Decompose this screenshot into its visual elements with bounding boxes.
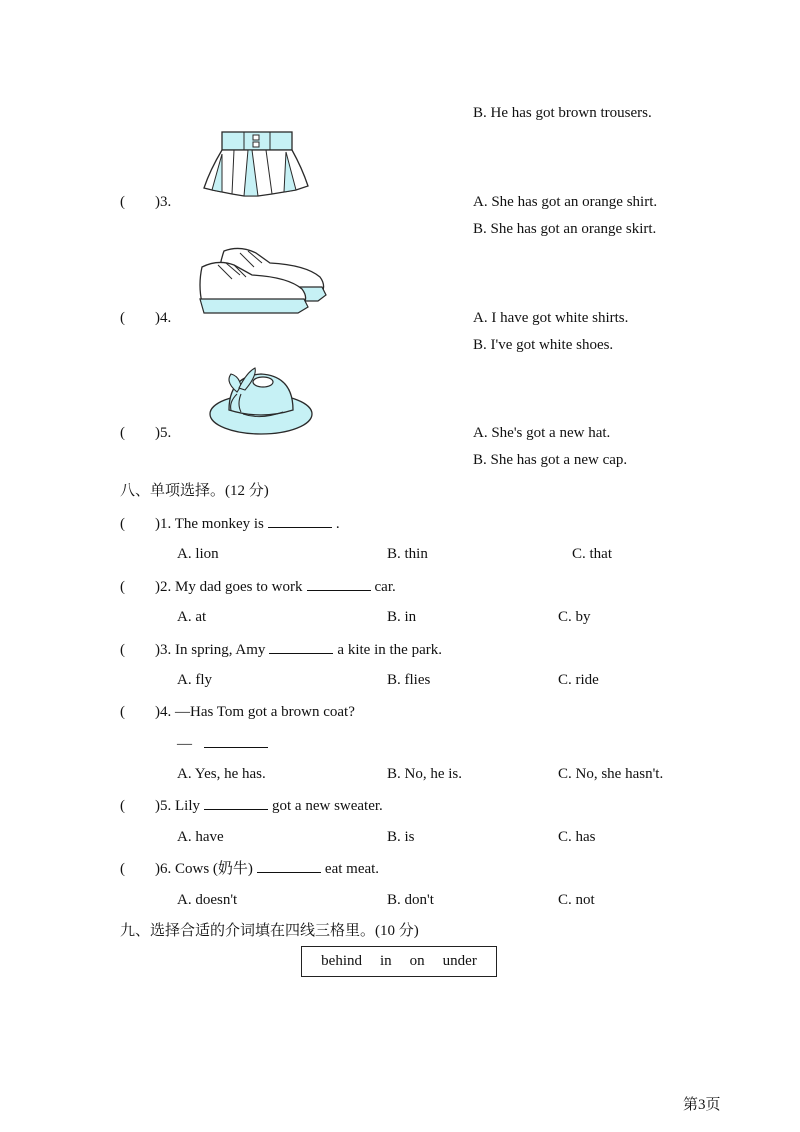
question-stem-end: car. <box>374 579 396 595</box>
answer-dash: — <box>177 736 192 752</box>
q4-option-b: B. I've got white shoes. <box>473 337 614 353</box>
word-on: on <box>409 953 425 969</box>
answer-paren[interactable]: ( ) <box>120 861 160 877</box>
option-c[interactable]: C. by <box>558 609 591 625</box>
hat-picture <box>207 362 315 438</box>
option-a[interactable]: A. have <box>177 829 224 845</box>
q2-option-b: B. He has got brown trousers. <box>473 105 652 121</box>
answer-blank[interactable] <box>269 640 333 654</box>
option-a[interactable]: A. doesn't <box>177 892 238 908</box>
question-stem-end: eat meat. <box>324 861 380 877</box>
q4-option-a: A. I have got white shirts. <box>473 310 629 326</box>
option-b[interactable]: B. don't <box>387 892 434 908</box>
section-9-heading: 九、选择合适的介词填在四线三格里。(10 分) <box>120 923 419 939</box>
word-under: under <box>442 953 477 969</box>
answer-blank[interactable] <box>268 514 332 528</box>
q4-bracket: ( )4. <box>120 310 172 326</box>
mc-question-3 <box>120 640 442 659</box>
q3-option-b: B. She has got an orange skirt. <box>473 221 657 237</box>
answer-line <box>177 734 272 753</box>
shoes-picture <box>196 243 330 315</box>
question-stem: 5. Lily <box>160 798 200 814</box>
mc-question-1 <box>120 514 340 533</box>
answer-blank[interactable] <box>257 859 321 873</box>
option-b[interactable]: B. is <box>387 829 415 845</box>
option-b[interactable]: B. flies <box>387 672 431 688</box>
mc-question-2 <box>120 577 396 596</box>
option-c[interactable]: C. has <box>558 829 596 845</box>
option-a[interactable]: A. at <box>177 609 207 625</box>
word-bank <box>301 946 497 977</box>
option-c[interactable]: C. No, she hasn't. <box>558 766 664 782</box>
option-b[interactable]: B. in <box>387 609 417 625</box>
q3-bracket: ( )3. <box>120 194 172 210</box>
option-a[interactable]: A. Yes, he has. <box>177 766 266 782</box>
question-stem-end: a kite in the park. <box>337 642 442 658</box>
option-a[interactable]: A. lion <box>177 546 219 562</box>
question-stem-end: . <box>335 516 340 532</box>
answer-paren[interactable]: ( ) <box>120 579 160 595</box>
q5-bracket: ( )5. <box>120 425 172 441</box>
mc-question-5 <box>120 796 383 815</box>
mc-question-6 <box>120 859 379 878</box>
answer-paren[interactable]: ( ) <box>120 642 160 658</box>
answer-paren[interactable]: ( ) <box>120 704 160 720</box>
q3-option-a: A. She has got an orange shirt. <box>473 194 658 210</box>
answer-blank[interactable] <box>204 734 268 748</box>
option-a[interactable]: A. fly <box>177 672 212 688</box>
answer-blank[interactable] <box>307 577 371 591</box>
q5-option-a: A. She's got a new hat. <box>473 425 611 441</box>
option-b[interactable]: B. No, he is. <box>387 766 462 782</box>
word-behind: behind <box>321 953 362 969</box>
option-c[interactable]: C. that <box>572 546 612 562</box>
page-number: 第3页 <box>683 1097 721 1113</box>
question-stem: 4. —Has Tom got a brown coat? <box>160 704 355 720</box>
answer-blank[interactable] <box>204 796 268 810</box>
skirt-picture <box>200 130 322 200</box>
option-b[interactable]: B. thin <box>387 546 428 562</box>
word-in: in <box>380 953 392 969</box>
section-8-heading: 八、单项选择。(12 分) <box>120 483 269 499</box>
question-stem: 2. My dad goes to work <box>160 579 303 595</box>
answer-paren[interactable]: ( ) <box>120 798 160 814</box>
option-c[interactable]: C. ride <box>558 672 599 688</box>
question-stem: 6. Cows (奶牛) <box>160 861 253 877</box>
answer-paren[interactable]: ( ) <box>120 516 160 532</box>
question-stem: 1. The monkey is <box>160 516 264 532</box>
mc-question-4 <box>120 703 355 721</box>
question-stem: 3. In spring, Amy <box>160 642 266 658</box>
q5-option-b: B. She has got a new cap. <box>473 452 628 468</box>
question-stem-end: got a new sweater. <box>272 798 383 814</box>
option-c[interactable]: C. not <box>558 892 595 908</box>
